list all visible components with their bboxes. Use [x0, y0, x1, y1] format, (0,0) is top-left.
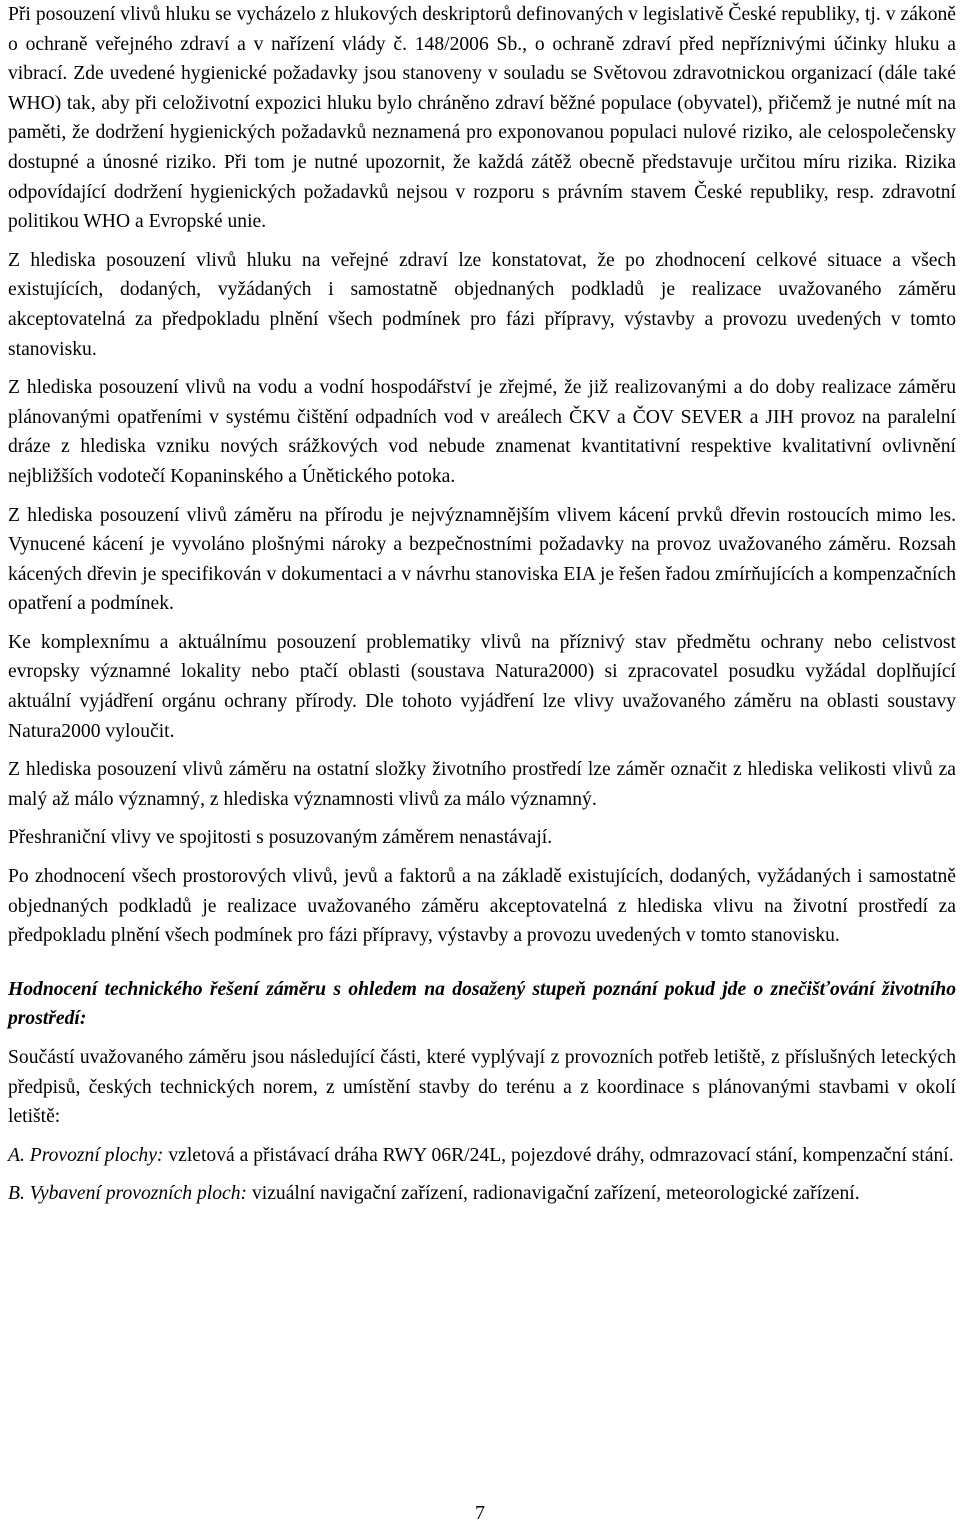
paragraph-natura2000: Ke komplexnímu a aktuálnímu posouzení problematiky vlivů na příznivý stav předmětu ochrany nebo celistvost evropsky významné lokality nebo ptačí oblasti (soustava Natura2000) si zpracovatel posudku vyžádal doplňující aktuální vyjádření orgánu ochrany přírody. Dle tohoto vyjádření lze vlivy uvažovaného záměru na oblasti soustavy Natura2000 vyloučit. — [8, 631, 956, 742]
paragraph-intro: Součástí uvažovaného záměru jsou následující části, které vyplývají z provozních potřeb letiště, z příslušných leteckých předpisů, českých technických norem, z umístění stavby do terénu a z koordinace s plánovanými stavbami v okolí letiště: — [8, 1047, 956, 1128]
paragraph-water: Z hlediska posouzení vlivů na vodu a vodní hospodářství je zřejmé, že již realizovanými a do doby realizace záměru plánovanými opatřeními v systému čištění odpadních vod v areálech ČKV a ČOV SEVER a JIH provoz na paralelní dráze z hlediska vzniku nových srážkových vod nebude znamenat kvantitativní respektive kvalitativní ovlivnění nejbližších vodotečí Kopaninského a Únětického potoka. — [8, 377, 956, 487]
paragraph-public-health: Z hlediska posouzení vlivů hluku na veřejné zdraví lze konstatovat, že po zhodnocení celkové situace a všech existujících, dodaných, vyžádaných i samostatně objednaných podkladů je realizace uvažovaného záměru akceptovatelná za předpokladu plnění všech podmínek pro fázi přípravy, výstavby a provozu uvedených v tomto stanovisku. — [8, 249, 956, 360]
list-item-operational-areas — [8, 1141, 956, 1171]
paragraph-conclusion: Po zhodnocení všech prostorových vlivů, jevů a faktorů a na základě existujících, dodaných, vyžádaných i samostatně objednaných podkladů je realizace uvažovaného záměru akceptovatelná z hlediska vlivu na životní prostředí za předpokladu plnění všech podmínek pro fázi přípravy, výstavby a provozu uvedených v tomto stanovisku. — [8, 866, 956, 947]
paragraph-noise-assessment: Při posouzení vlivů hluku se vycházelo z hlukových deskriptorů definovaných v legislativě České republiky, tj. v zákoně o ochraně veřejného zdraví a v nařízení vlády č. 148/2006 Sb., o ochraně zdraví před nepříznivými účinky hluku a vibrací. Zde uvedené hygienické požadavky jsou stanoveny v souladu se Světovou zdravotnickou organizací (dále také WHO) tak, aby při celoživotní expozici hluku bylo chráněno zdraví běžné populace (obyvatel), přičemž je nutné mít na paměti, že dodržení hygienických požadavků neznamená pro exponovanou populaci nulové riziko, ale celospolečensky dostupné a únosné riziko. Při tom je nutné upozornit, že každá zátěž obecně představuje určitou míru rizika. Rizika odpovídající dodržení hygienických požadavků nejsou v rozporu s právním stavem České republiky, resp. zdravotní politikou WHO a Evropské unie. — [8, 4, 956, 233]
document-page — [8, 0, 956, 1218]
section-heading: Hodnocení technického řešení záměru s ohledem na dosažený stupeň poznání pokud jde o znečišťování životního prostředí: — [8, 978, 956, 1030]
list-item-text: vzletová a přistávací dráha RWY 06R/24L, pojezdové dráhy, odmrazovací stání, kompenzační stání. — [163, 1144, 954, 1166]
paragraph-transboundary: Přeshraniční vlivy ve spojitosti s posuzovaným záměrem nenastávají. — [8, 827, 553, 849]
paragraph-other-components: Z hlediska posouzení vlivů záměru na ostatní složky životního prostředí lze záměr označit z hlediska velikosti vlivů za malý až málo významný, z hlediska významnosti vlivů za málo významný. — [8, 759, 956, 810]
list-item-label: B. Vybavení provozních ploch: — [8, 1183, 248, 1205]
paragraph-nature: Z hlediska posouzení vlivů záměru na přírodu je nejvýznamnějším vlivem kácení prvků dřevin rostoucích mimo les. Vynucené kácení je vyvoláno plošnými nároky a bezpečnostními požadavky na provoz uvažovaného záměru. Rozsah kácených dřevin je specifikován v dokumentaci a v návrhu stanoviska EIA je řešen řadou zmírňujících a kompenzačních opatření a podmínek. — [8, 504, 956, 615]
list-item-label: A. Provozní plochy: — [8, 1144, 164, 1166]
list-item-equipment — [8, 1179, 956, 1209]
page-number: 7 — [475, 1502, 485, 1524]
list-item-text: vizuální navigační zařízení, radionavigační zařízení, meteorologické zařízení. — [247, 1183, 860, 1205]
